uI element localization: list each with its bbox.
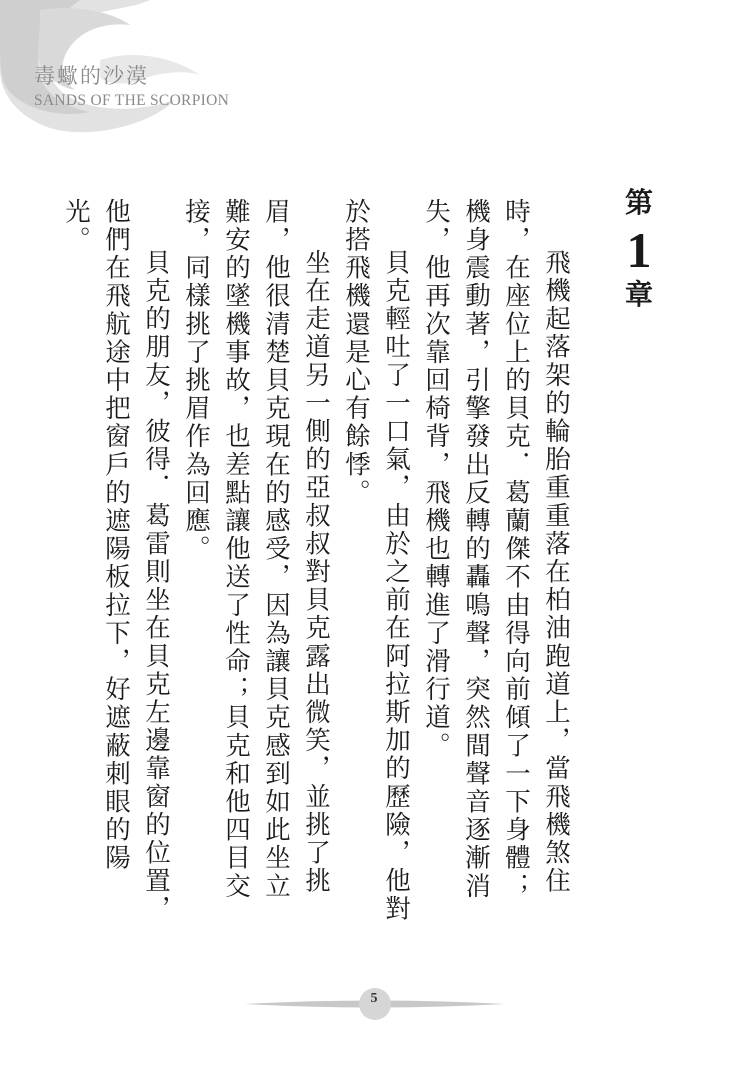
book-subtitle: SANDS OF THE SCORPION xyxy=(34,92,230,109)
paragraph: 貝克輕吐了一口氣，由於之前在阿拉斯加的歷險，他對於搭飛機還是心有餘悸。 xyxy=(341,198,411,924)
chapter-heading xyxy=(614,188,664,310)
chapter-number: 1 xyxy=(626,222,652,278)
paragraph: 貝克的朋友，彼得．葛雷則坐在貝克左邊靠窗的位置，他們在飛航途中把窗戶的遮陽板拉下，好遮蔽刺眼的陽光。 xyxy=(61,198,171,924)
chapter-body xyxy=(61,198,576,928)
paragraph: 坐在走道另一側的亞叔叔對貝克露出微笑，並挑了挑眉，他很清楚貝克現在的感受，因為讓貝克感到如此坐立難安的墜機事故，也差點讓他送了性命；貝克和他四目交接，同樣挑了挑眉作為回應。 xyxy=(181,198,331,901)
page-number: 5 xyxy=(370,991,378,1006)
chapter-suffix: 章 xyxy=(624,278,653,311)
chapter-prefix: 第 xyxy=(624,186,653,219)
paragraph: 飛機起落架的輪胎重重落在柏油跑道上，當飛機煞住時，在座位上的貝克．葛蘭傑不由得向前傾了一下身體；機身震動著，引擎發出反轉的轟鳴聲，突然間聲音逐漸消失，他再次靠回椅背，飛機也轉進了滑行道。 xyxy=(421,198,571,901)
book-title: 毒蠍的沙漠 xyxy=(34,64,149,88)
